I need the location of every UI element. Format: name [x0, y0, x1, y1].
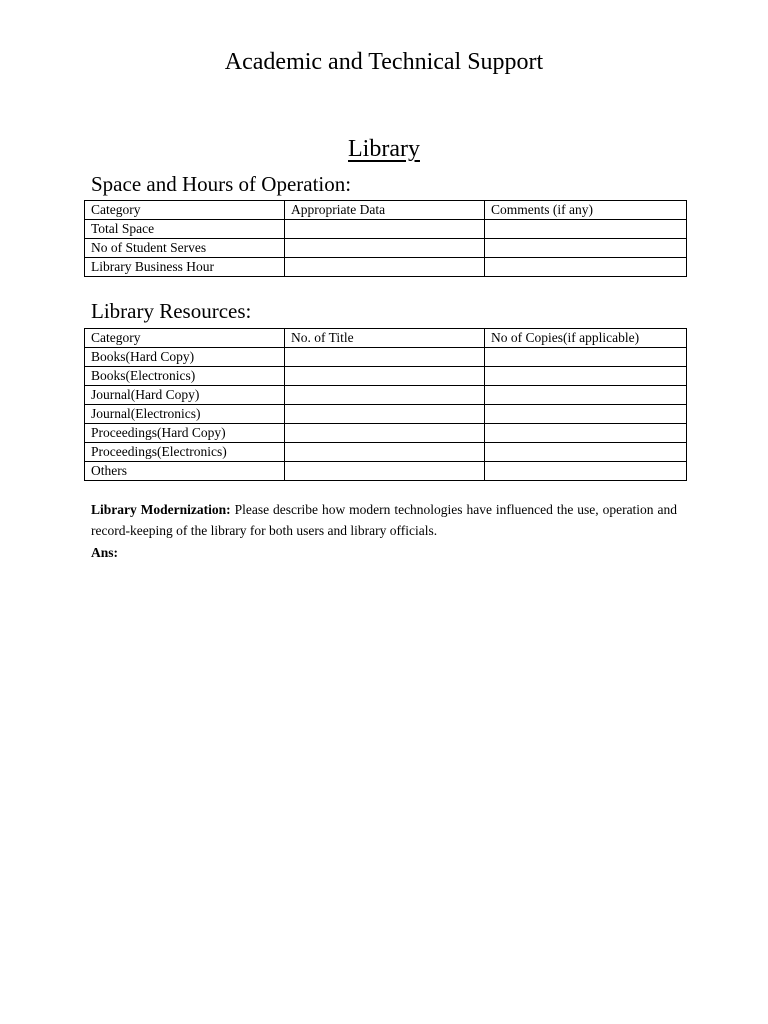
title-count-cell[interactable]: [285, 367, 485, 386]
table-row: [85, 348, 687, 367]
table-header-row: [85, 329, 687, 348]
category-cell: Others: [85, 462, 285, 481]
table-header-row: [85, 201, 687, 220]
category-cell: Library Business Hour: [85, 258, 285, 277]
category-cell: Total Space: [85, 220, 285, 239]
appropriate-data-cell[interactable]: [285, 258, 485, 277]
title-count-cell[interactable]: [285, 424, 485, 443]
title-count-cell[interactable]: [285, 443, 485, 462]
comments-cell[interactable]: [485, 220, 687, 239]
table-row: [85, 220, 687, 239]
copies-cell[interactable]: [485, 367, 687, 386]
table-row: [85, 405, 687, 424]
modernization-question: [91, 499, 677, 541]
header-cell: Category: [85, 201, 285, 220]
copies-cell[interactable]: [485, 443, 687, 462]
heading-library-resources: Library Resources:: [91, 299, 252, 323]
category-cell: Books(Electronics): [85, 367, 285, 386]
header-cell: Category: [85, 329, 285, 348]
modernization-label: Library Modernization:: [91, 502, 231, 517]
category-cell: Journal(Hard Copy): [85, 386, 285, 405]
section-title-library: Library: [348, 136, 420, 162]
copies-cell[interactable]: [485, 386, 687, 405]
appropriate-data-cell[interactable]: [285, 239, 485, 258]
table-row: [85, 367, 687, 386]
header-cell: Appropriate Data: [285, 201, 485, 220]
header-cell: No. of Title: [285, 329, 485, 348]
title-count-cell[interactable]: [285, 386, 485, 405]
table-row: [85, 443, 687, 462]
category-cell: Journal(Electronics): [85, 405, 285, 424]
header-cell: Comments (if any): [485, 201, 687, 220]
library-resources-table: [84, 328, 687, 481]
category-cell: Books(Hard Copy): [85, 348, 285, 367]
category-cell: No of Student Serves: [85, 239, 285, 258]
copies-cell[interactable]: [485, 462, 687, 481]
title-count-cell[interactable]: [285, 348, 485, 367]
comments-cell[interactable]: [485, 258, 687, 277]
title-count-cell[interactable]: [285, 462, 485, 481]
header-cell: No of Copies(if applicable): [485, 329, 687, 348]
space-hours-table: [84, 200, 687, 277]
category-cell: Proceedings(Electronics): [85, 443, 285, 462]
table-row: [85, 258, 687, 277]
copies-cell[interactable]: [485, 424, 687, 443]
modernization-text: Please describe how modern technologies have influenced the use, operation and record-keeping of the library for both users and library officials.: [91, 502, 677, 538]
table-row: [85, 386, 687, 405]
answer-label: Ans:: [91, 545, 119, 560]
comments-cell[interactable]: [485, 239, 687, 258]
table-row: [85, 462, 687, 481]
page-title: Academic and Technical Support: [224, 49, 544, 75]
category-cell: Proceedings(Hard Copy): [85, 424, 285, 443]
title-count-cell[interactable]: [285, 405, 485, 424]
table-row: [85, 424, 687, 443]
copies-cell[interactable]: [485, 348, 687, 367]
appropriate-data-cell[interactable]: [285, 220, 485, 239]
heading-space-and-hours: Space and Hours of Operation:: [91, 172, 352, 196]
copies-cell[interactable]: [485, 405, 687, 424]
table-row: [85, 239, 687, 258]
